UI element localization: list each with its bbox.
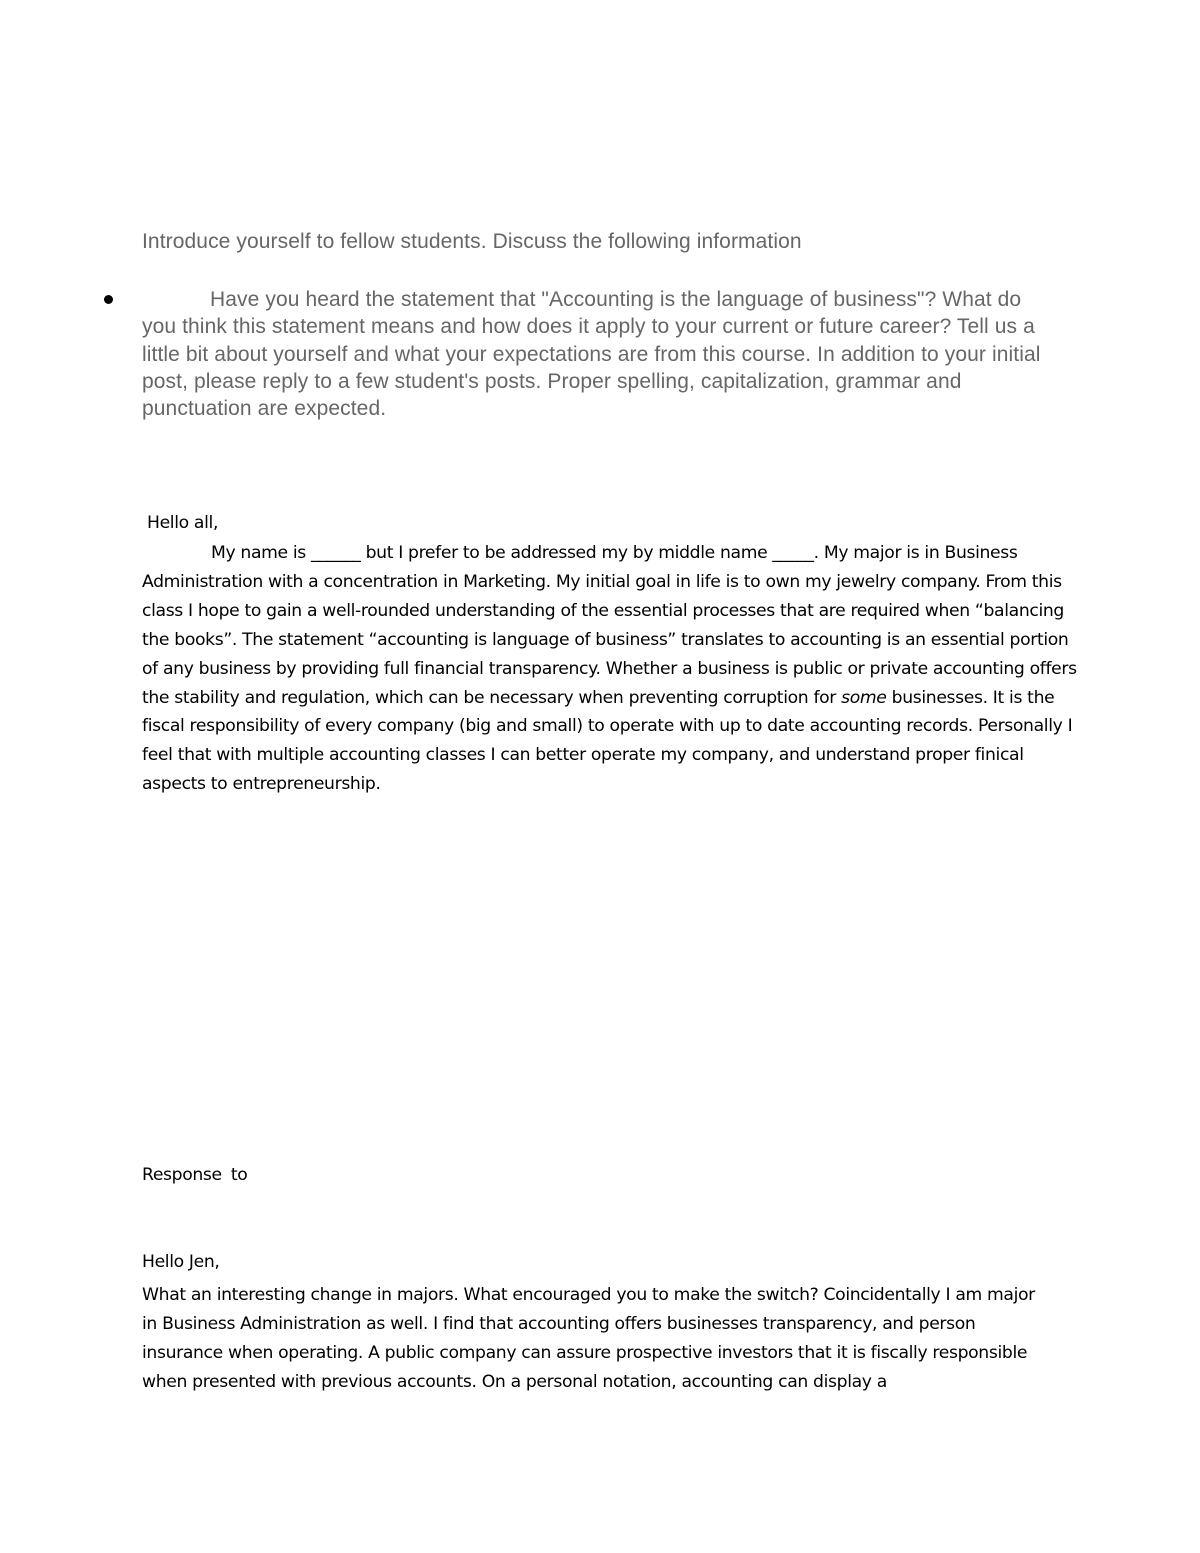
response-text: What an interesting change in majors. What encouraged you to make the switch? Coincidentally I am major in Business Administration as well. I find that accounting offers businesses transparency, and person insurance when operating. A public company can assure prospective investors that it is fiscally responsible when presented with previous accounts. On a personal notation, accounting can display a [142, 1285, 1035, 1392]
response-greeting: Hello Jen, [142, 1252, 220, 1272]
prompt-question-text: Have you heard the statement that "Accounting is the language of business"? What do you think this statement means and how does it apply to your current or future career? Tell us a little bit about yourself and what your expectations are from this course. In addition to your initial post, please reply to a few student's posts. Proper spelling, capitalization, grammar and punctuation are expected. [142, 288, 1041, 421]
intro-post [142, 539, 1077, 799]
post-greeting: Hello all, [147, 513, 219, 533]
prompt-question [142, 286, 1042, 422]
post-emphasis: some [841, 687, 887, 708]
response-heading: Response to [142, 1165, 248, 1185]
prompt-intro: Introduce yourself to fellow students. Discuss the following information [142, 230, 802, 253]
post-text-part-2: businesses. It is the fiscal responsibility of every company (big and small) to operate with up to date accounting records. Personally I feel that with multiple accounting classes I can better operate my company, and understand proper finical aspects to entrepreneurship. [142, 687, 1073, 795]
bullet-icon [104, 295, 113, 304]
post-text-part-1: My name is ______ but I prefer to be addressed my by middle name _____. My major is in Business Administration with a concentration in Marketing. My initial goal in life is to own my jewelry company. From this class I hope to gain a well-rounded understanding of the essential processes that are required when “balancing the books”. The statement “accounting is language of business” translates to accounting is an essential portion of any business by providing full financial transparency. Whether a business is public or private accounting offers the stability and regulation, which can be necessary when preventing corruption for [142, 543, 1077, 708]
